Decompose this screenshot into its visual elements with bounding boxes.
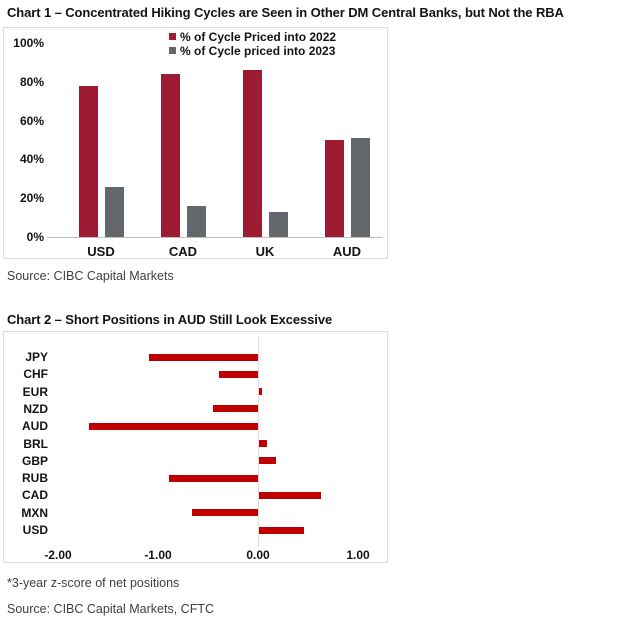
chart2-bar-rub bbox=[169, 475, 258, 482]
chart1-y-tick-label: 40% bbox=[19, 152, 44, 167]
chart1-bar-uk-series0 bbox=[243, 70, 262, 237]
chart2-bar-brl bbox=[259, 440, 267, 447]
legend-square-icon-2022 bbox=[169, 33, 176, 40]
chart2-bar-nzd bbox=[213, 405, 258, 412]
chart2-bar-eur bbox=[259, 388, 262, 395]
chart2-bar-cad bbox=[259, 492, 321, 499]
chart1-legend-label-2023: % of Cycle priced into 2023 bbox=[180, 43, 336, 58]
chart2-currency-label-nzd: NZD bbox=[23, 401, 48, 416]
chart2-currency-label-jpy: JPY bbox=[25, 350, 48, 364]
chart2-bar-aud bbox=[89, 423, 258, 430]
chart1-category-label-aud: AUD bbox=[332, 244, 362, 259]
chart2-currency-label-eur: EUR bbox=[22, 384, 48, 399]
chart1-y-tick-label: 80% bbox=[19, 74, 44, 89]
chart1-category-label-cad: CAD bbox=[168, 244, 198, 259]
chart1-bar-usd-series0 bbox=[79, 86, 98, 237]
chart1-bar-cad-series0 bbox=[161, 74, 180, 237]
chart2-currency-label-usd: USD bbox=[22, 523, 48, 537]
chart2-bar-mxn bbox=[192, 509, 258, 516]
chart1-category-label-usd: USD bbox=[87, 244, 115, 259]
chart1-bar-aud-series0 bbox=[325, 140, 344, 237]
chart1-y-tick-label: 100% bbox=[13, 36, 44, 50]
chart1-plot-area bbox=[3, 27, 388, 259]
chart1-legend-item-2023 bbox=[169, 44, 335, 57]
chart2-currency-label-aud: AUD bbox=[22, 419, 48, 434]
chart1-category-label-uk: UK bbox=[255, 244, 275, 259]
chart2-currency-label-gbp: GBP bbox=[21, 453, 48, 468]
chart2-x-tick-label: 1.00 bbox=[346, 548, 370, 562]
chart1-source: Source: CIBC Capital Markets bbox=[7, 269, 174, 283]
chart1-bar-cad-series1 bbox=[187, 206, 206, 237]
chart2-footnote: *3-year z-score of net positions bbox=[7, 576, 180, 590]
chart1-bar-usd-series1 bbox=[105, 187, 124, 237]
chart1-y-tick-label: 60% bbox=[19, 113, 44, 128]
chart2-x-tick-label: 0.00 bbox=[246, 548, 270, 562]
chart1-legend-label-2022: % of Cycle Priced into 2022 bbox=[180, 29, 337, 44]
chart2-source: Source: CIBC Capital Markets, CFTC bbox=[7, 602, 214, 616]
chart2-currency-label-cad: CAD bbox=[22, 488, 48, 503]
chart1-y-tick-label: 20% bbox=[19, 191, 44, 206]
chart1-bar-uk-series1 bbox=[269, 212, 288, 237]
chart2-bar-chf bbox=[219, 371, 258, 378]
chart2-bar-gbp bbox=[259, 457, 276, 464]
legend-square-icon-2023 bbox=[169, 47, 176, 54]
chart2-currency-label-rub: RUB bbox=[22, 471, 48, 486]
chart2-currency-label-chf: CHF bbox=[23, 367, 48, 382]
chart2-bar-jpy bbox=[149, 354, 258, 361]
chart1-legend-item-2022 bbox=[169, 30, 336, 43]
chart1-title: Chart 1 – Concentrated Hiking Cycles are Seen in Other DM Central Banks, but Not the RBA bbox=[7, 5, 564, 20]
chart2-title: Chart 2 – Short Positions in AUD Still Look Excessive bbox=[7, 312, 333, 327]
chart1-x-axis-line bbox=[47, 237, 383, 238]
chart2-currency-label-brl: BRL bbox=[23, 436, 48, 451]
chart1-y-tick-label: 0% bbox=[26, 230, 44, 244]
chart2-bar-usd bbox=[259, 527, 304, 534]
chart2-x-tick-label: -2.00 bbox=[44, 548, 72, 562]
chart2-plot-area bbox=[3, 331, 388, 563]
chart2-currency-label-mxn: MXN bbox=[21, 505, 48, 520]
chart1-bar-aud-series1 bbox=[351, 138, 370, 237]
chart2-x-tick-label: -1.00 bbox=[144, 548, 172, 562]
